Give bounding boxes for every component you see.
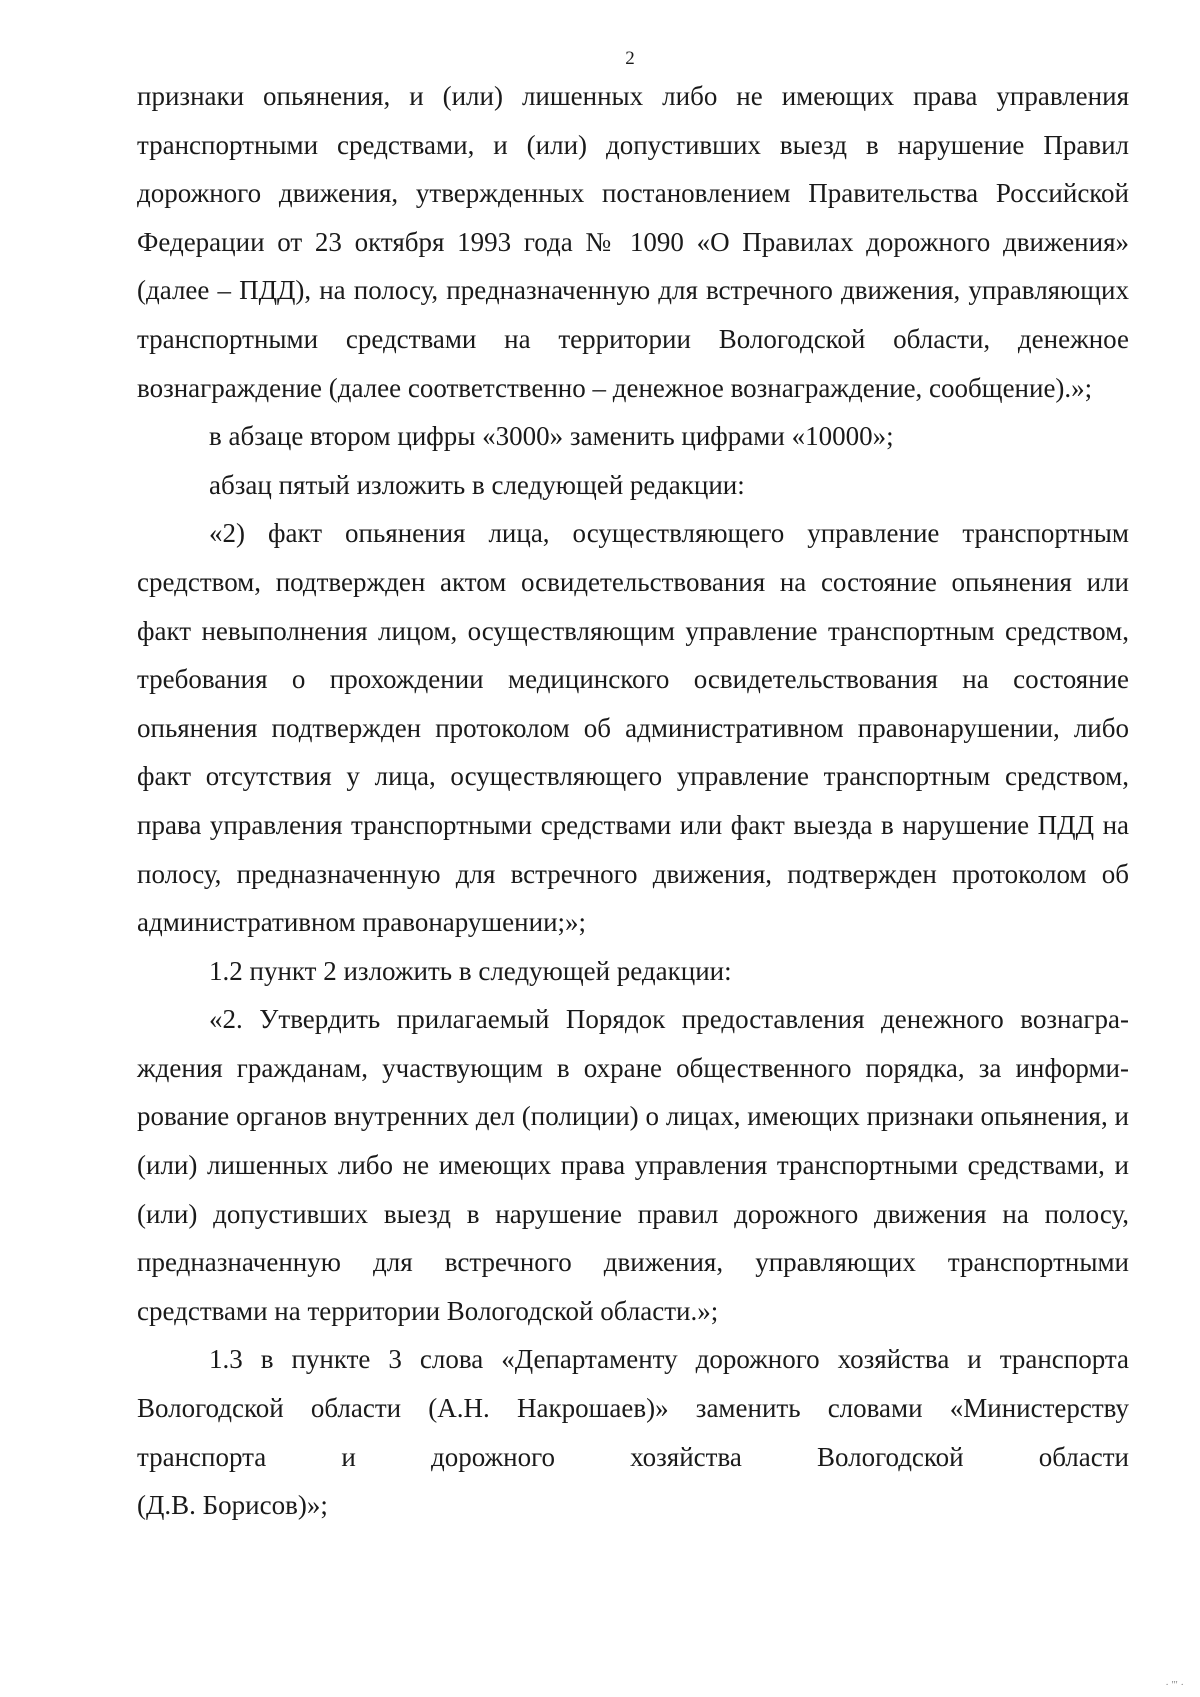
scan-artifact-marks: · ''' ·: [1165, 1679, 1184, 1691]
paragraph-3: абзац пятый изложить в следующей редакции:: [209, 469, 745, 500]
paragraph-6: «2. Утвердить прилагаемый Порядок предоставления денежного вознаграждения гражданам, участвующим в охране общественного порядка, за информирование органов внутренних дел (полиции) о лицах, имеющих признаки опьянения, и (или) лишенных либо не имеющих права управления транспортными средствами, и (или) допустивших выезд в нарушение правил дорожного движения на полосу, предназначенную для встречного движения, управляющих транспортными средствами на территории Вологодской области.»;: [137, 1004, 1129, 1326]
paragraph-8: (Д.В. Борисов)»;: [137, 1490, 328, 1521]
paragraph-4: «2) факт опьянения лица, осуществляющего управление транспортным средством, подтвержден актом освидетельствования на состояние опьянения или факт невыполнения лицом, осуществляющим управление транспортным средством, требования о прохождении медицинского освидетельствования на состояние опьянения подтвержден протоколом об административном правонарушении, либо факт отсутствия у лица, осуществляющего управление транспортным средством, права управления транспортными средствами или факт выезда в нарушение ПДД на полосу, предназначенную для встречного движения, подтвержден протоколом об административном правонарушении;»;: [137, 518, 1129, 938]
paragraph-7: 1.3 в пункте 3 слова «Департаменту дорожного хозяйства и транспорта Вологодской области (А.Н. Накрошаев)» заменить словами «Министерству транспорта и дорожного хозяйства Вологодской области: [137, 1344, 1129, 1472]
paragraph-5: 1.2 пункт 2 изложить в следующей редакции:: [209, 955, 732, 986]
page-number: 2: [625, 48, 635, 69]
document-body: [137, 72, 1129, 1530]
paragraph-2: в абзаце втором цифры «3000» заменить цифрами «10000»;: [209, 421, 894, 452]
paragraph-1: признаки опьянения, и (или) лишенных либо не имеющих права управления транспортными средствами, и (или) допустивших выезд в нарушение Правил дорожного движения, утвержденных постановлением Правительства Российской Федерации от 23 октября 1993 года № 1090 «О Правилах дорожного движения» (далее – ПДД), на полосу, предназначенную для встречного движения, управляющих транспортными средствами на территории Вологодской области, денежное вознаграждение (далее соответственно – денежное вознаграждение, сообщение).»;: [137, 81, 1129, 403]
